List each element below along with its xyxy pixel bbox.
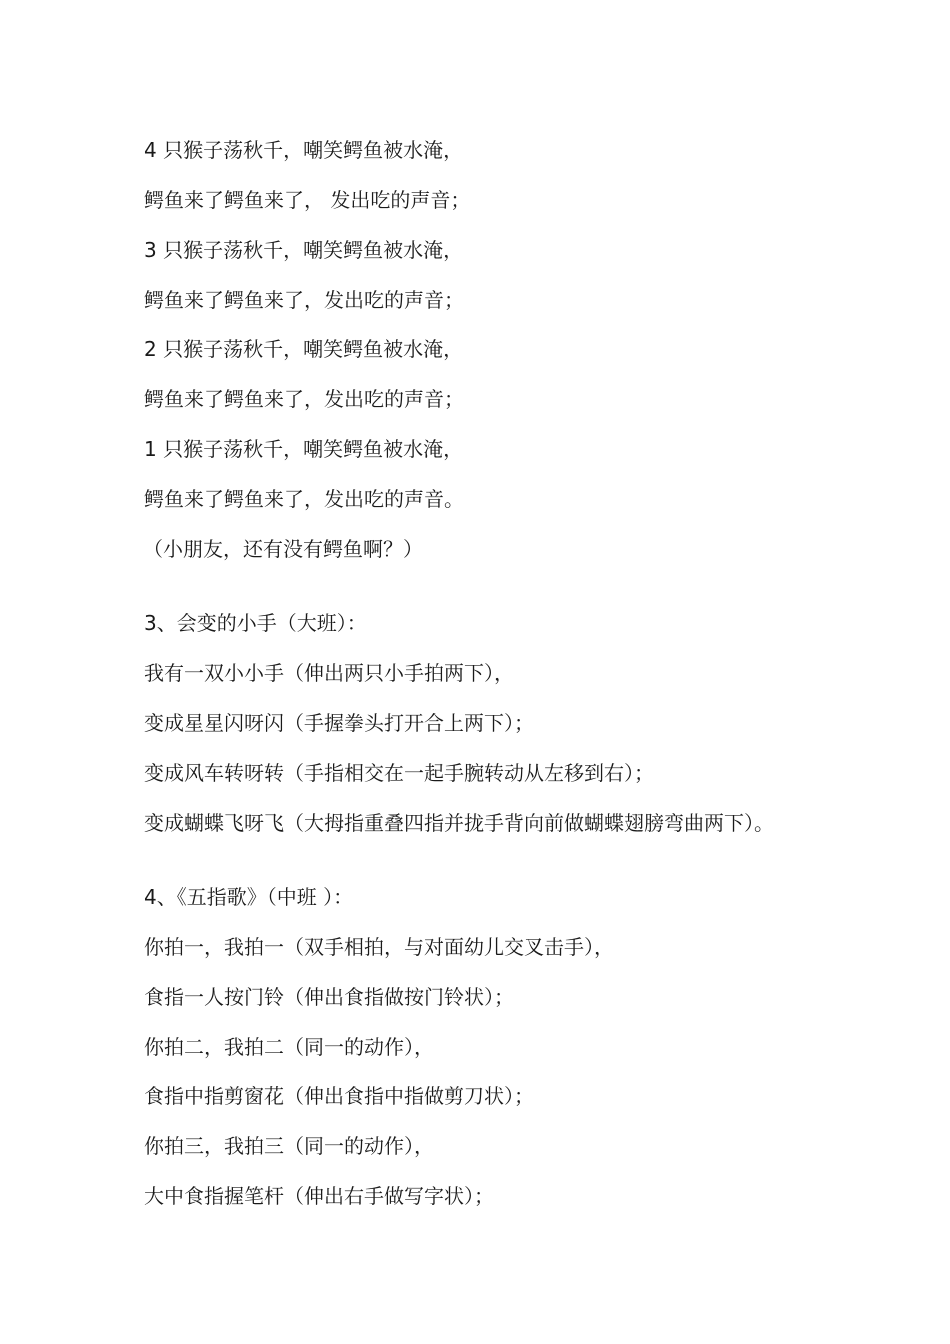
section3-line-1: 我有一双小小手（伸出两只小手拍两下）， — [144, 661, 514, 685]
song1-line-9: （小朋友，还有没有鳄鱼啊？） — [143, 537, 423, 561]
song1-line-6: 鳄鱼来了鳄鱼来了，发出吃的声音； — [144, 387, 464, 411]
section4-line-6: 大中食指握笔杆（伸出右手做写字状）； — [144, 1184, 494, 1208]
song1-line-2: 鳄鱼来了鳄鱼来了， 发出吃的声音； — [144, 188, 471, 212]
song1-line-1: 4 只猴子荡秋千，嘲笑鳄鱼被水淹， — [144, 138, 464, 162]
song1-line-7: 1 只猴子荡秋千，嘲笑鳄鱼被水淹， — [144, 437, 464, 461]
section3-line-4: 变成蝴蝶飞呀飞（大拇指重叠四指并拢手背向前做蝴蝶翅膀弯曲两下）。 — [144, 811, 774, 835]
section4-line-4: 食指中指剪窗花（伸出食指中指做剪刀状）； — [144, 1084, 534, 1108]
song1-line-4: 鳄鱼来了鳄鱼来了，发出吃的声音； — [144, 288, 464, 312]
section3-line-2: 变成星星闪呀闪（手握拳头打开合上两下）； — [144, 711, 534, 735]
section4-line-2: 食指一人按门铃（伸出食指做按门铃状）； — [144, 985, 514, 1009]
song1-line-5: 2 只猴子荡秋千，嘲笑鳄鱼被水淹， — [144, 337, 464, 361]
section3-heading: 3、会变的小手（大班）： — [144, 611, 367, 635]
section4-heading: 4、《五指歌》（中班 ）： — [144, 885, 354, 909]
section4-line-5: 你拍三，我拍三（同一的动作）， — [144, 1134, 434, 1158]
section3-line-3: 变成风车转呀转（手指相交在一起手腕转动从左移到右）； — [144, 761, 654, 785]
section4-line-1: 你拍一，我拍一（双手相拍，与对面幼儿交叉击手）， — [144, 935, 614, 959]
song1-line-3: 3 只猴子荡秋千，嘲笑鳄鱼被水淹， — [144, 238, 464, 262]
section4-line-3: 你拍二，我拍二（同一的动作）， — [144, 1035, 434, 1059]
song1-line-8: 鳄鱼来了鳄鱼来了，发出吃的声音。 — [144, 487, 464, 511]
